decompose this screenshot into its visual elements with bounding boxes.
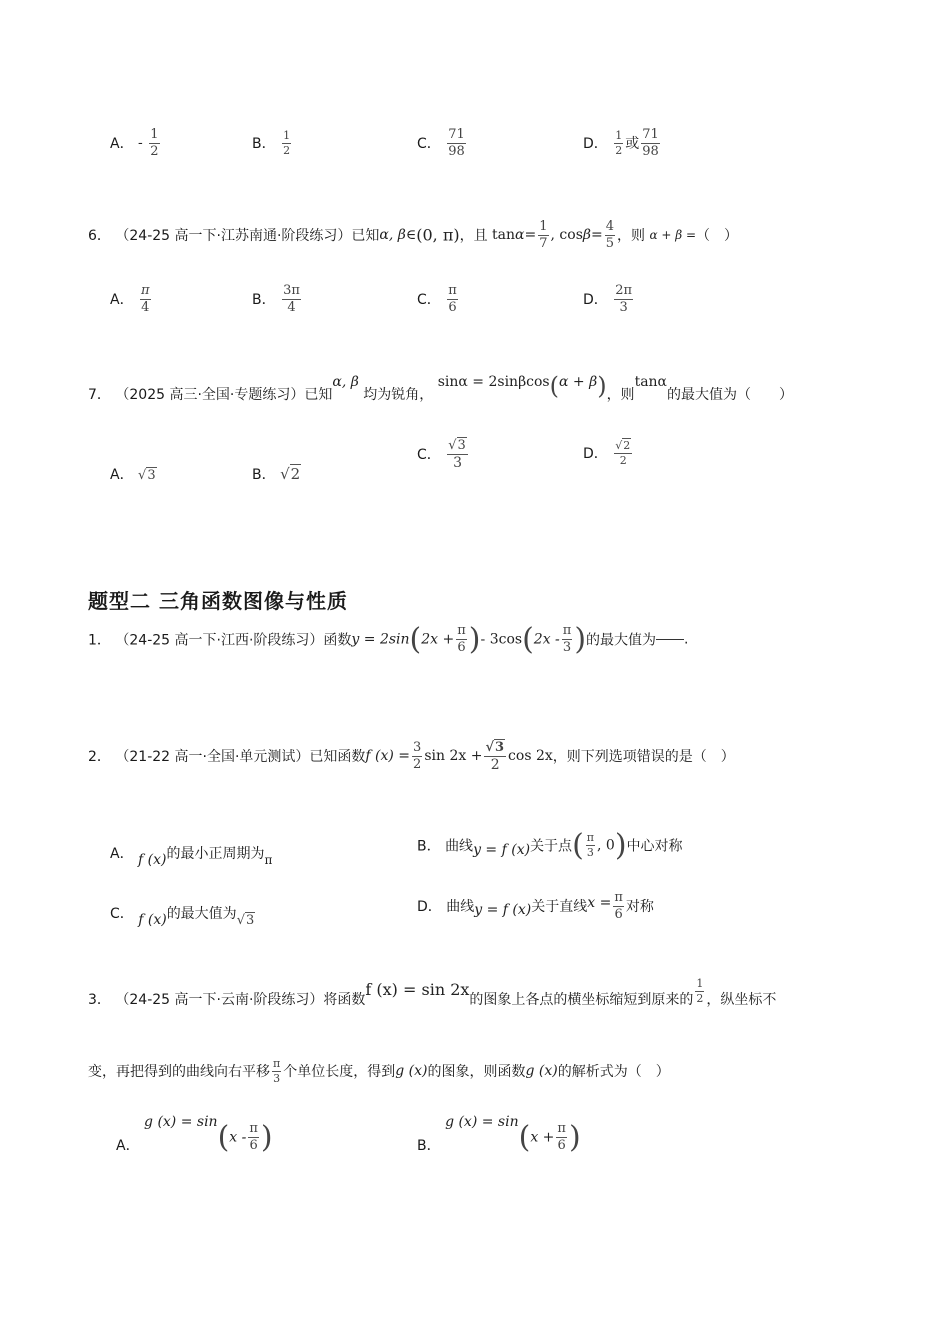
fraction: $\frac{1}{2}$ [696,977,704,1005]
answer-paren: （ ） [696,228,739,245]
question-7 [88,372,794,408]
option-label: B． [417,838,441,855]
f-equals: f (x) = [365,748,411,765]
option-text: 曲线 [445,838,474,855]
option-label: B． [417,1138,441,1154]
minus-3cos: - 3cos [480,631,523,648]
equation: sinα = 2sinβcos [437,374,550,390]
in-symbol: ∈ [405,227,417,244]
fraction: $\frac{\pi}{3}$ [586,831,595,859]
g-of-x: g (x) [525,1063,558,1080]
option-label: C． [110,906,134,922]
fraction: $\frac{2\pi}{3}$ [615,283,633,315]
q5-option-c[interactable] [417,128,468,158]
point-zero: , 0 [597,837,615,854]
then-text: ，则 [617,228,645,245]
answer-blank[interactable] [656,639,684,640]
question-text: 个单位长度，得到 [283,1064,396,1081]
option-text: 关于点 [530,838,573,855]
fraction: $\frac{1}{2}$ [150,127,159,159]
sqrt: √2 [280,465,301,483]
ask-text: 的最大值为 [586,632,657,649]
curve-expression: y = f (x) [474,902,532,919]
question-number: 3． [88,992,111,1009]
fraction: $\frac{\pi}{6}$ [249,1121,258,1153]
fraction: $\frac{\pi}{6}$ [614,890,623,922]
close-paren: ) [260,1120,273,1155]
q5-option-d[interactable] [583,128,662,158]
or-text: 或 [625,136,640,153]
question-text: 的解析式为（ ） [557,1064,670,1081]
option-text: 关于直线 [531,899,588,916]
close-paren: ) [597,372,607,400]
g-expression: g (x) = sin [445,1114,519,1130]
option-label: A． [110,292,134,309]
minus-sign: - [138,135,143,152]
q5-option-a[interactable] [110,128,162,158]
s2-option-b[interactable] [417,828,683,863]
question-text: ，纵坐标不 [706,992,777,1009]
open-paren: ( [217,1120,230,1155]
alpha-var: α [515,227,525,244]
q6-option-c[interactable] [417,284,460,314]
section-heading: 题型二 三角函数图像与性质 [88,589,348,613]
option-label: A． [110,467,134,483]
s3-option-a[interactable] [116,1114,273,1155]
f-of-x: f (x) [138,852,167,868]
pi-symbol: π [264,853,273,867]
beta-var: β [582,227,591,244]
s2-option-a[interactable] [110,843,273,868]
section-question-2 [88,740,735,772]
f-of-x: f (x) [138,912,167,928]
cos-fraction: $\frac{4}{5}$ [605,219,614,251]
argument: x - [229,1129,247,1146]
fraction: $\frac{1}{2}$ [283,129,291,157]
q7-option-a[interactable] [110,464,157,484]
question-number: 1． [88,632,111,649]
fraction: $\frac{71}{98}$ [642,127,659,159]
q5-option-b[interactable] [252,130,293,156]
fraction: $\frac{√3}{3}$ [448,438,466,471]
question-source: （24-25 高一下·云南·阶段练习）将函数 [115,992,366,1009]
option-label: D． [583,136,608,153]
option-text: 中心对称 [626,838,683,855]
s2-option-d[interactable] [417,891,654,921]
question-number: 2． [88,749,111,766]
period: . [684,631,689,648]
section-question-3 [88,977,777,1012]
tan-expression: tanα [634,374,668,390]
sum-expression: α + β = [649,228,697,243]
sqrt: √3 [138,468,156,483]
question-source: （21-22 高一·全国·单元测试）已知函数 [115,749,366,766]
option-label: D． [417,899,442,916]
option-label: A． [116,1138,140,1154]
acute-text: 均为锐角， [363,387,434,403]
question-text: 变，再把得到的曲线向右平移 [88,1064,270,1081]
close-paren: ) [468,622,481,657]
q6-option-d[interactable] [583,284,635,314]
option-text: 的最大值为 [166,906,237,922]
open-paren: ( [522,622,534,657]
and-text: ，且 [459,228,488,245]
argument-2: 2x - [533,631,560,648]
open-paren: ( [518,1120,531,1155]
open-paren: ( [549,372,559,400]
option-label: A． [110,846,134,862]
fraction: $\frac{\pi}{4}$ [141,283,150,315]
option-label: D． [583,446,608,463]
option-label: A． [110,136,134,153]
question-text: 的图象，则函数 [427,1064,526,1081]
fraction: $\frac{\pi}{6}$ [457,623,466,655]
f-expression: f (x) = sin 2x [365,980,470,999]
fraction: $\frac{\pi}{3}$ [273,1057,281,1085]
close-paren: ) [574,622,587,657]
s3-option-b[interactable] [417,1114,581,1155]
fraction: $\frac{√2}{2}$ [615,439,631,467]
equals: = [524,227,537,244]
cos-term: cos 2x [508,748,553,765]
ask-text: 的最大值为（ ） [667,387,794,403]
var-alpha-beta: α, β [379,227,406,244]
close-paren: ) [568,1120,581,1155]
fraction: $\frac{\pi}{3}$ [562,623,572,655]
question-number: 7． [88,387,111,403]
ask-text: ，则下列选项错误的是（ ） [552,749,735,766]
x-equals: x = [587,895,612,912]
option-label: C． [417,292,441,309]
y-equals: y = 2sin [351,631,410,648]
s2-option-c[interactable] [110,903,255,928]
fraction: $\frac{\pi}{6}$ [557,1121,566,1153]
close-paren: ) [614,828,627,863]
argument: x + [530,1129,555,1146]
option-label: C． [417,447,441,464]
question-text: 的图象上各点的横坐标缩短到原来的 [469,992,694,1009]
open-paren: ( [409,622,422,657]
q6-option-b[interactable] [252,284,303,314]
option-label: B． [252,136,276,153]
tan-func: tan [492,227,516,244]
fraction: $\frac{3}{2}$ [413,740,422,772]
cos-func: , cos [550,227,583,244]
fraction: $\frac{71}{98}$ [448,127,465,159]
interval: (0, π) [416,225,460,245]
option-label: B． [252,292,276,309]
option-text: 曲线 [446,899,475,916]
fraction: $\frac{\pi}{6}$ [448,283,457,315]
q7-option-c[interactable] [417,438,470,470]
q7-option-d[interactable] [583,440,634,466]
var-alpha-beta: α, β [332,374,359,390]
option-text: 的最小正周期为 [166,846,265,862]
section-question-1 [88,622,688,657]
fraction: $\frac{√3}{2}$ [485,740,505,773]
sqrt: √3 [236,913,255,928]
q7-option-b[interactable] [252,464,301,484]
option-label: D． [583,292,608,309]
section-question-3-line-2 [88,1058,670,1084]
question-number: 6． [88,228,111,245]
sin-term: sin 2x + [424,748,483,765]
fraction: $\frac{3\pi}{4}$ [283,283,300,315]
question-source: （24-25 高一下·江苏南通·阶段练习）已知 [115,228,380,245]
g-of-x: g (x) [395,1063,428,1080]
q6-option-a[interactable] [110,284,153,314]
argument-1: 2x + [421,631,455,648]
question-source: （24-25 高一下·江西·阶段练习）函数 [115,632,352,649]
g-expression: g (x) = sin [144,1114,218,1130]
then-text: ，则 [606,387,635,403]
tan-fraction: $\frac{1}{7}$ [539,219,548,251]
equals: = [590,227,603,244]
option-label: B． [252,467,276,483]
option-label: C． [417,136,441,153]
equation-arg: α + β [559,374,598,390]
option-text: 对称 [625,899,654,916]
curve-expression: y = f (x) [473,841,531,858]
question-6 [88,220,738,250]
fraction: $\frac{1}{2}$ [615,129,623,157]
question-source: （2025 高三·全国·专题练习）已知 [115,387,333,403]
open-paren: ( [572,828,584,863]
